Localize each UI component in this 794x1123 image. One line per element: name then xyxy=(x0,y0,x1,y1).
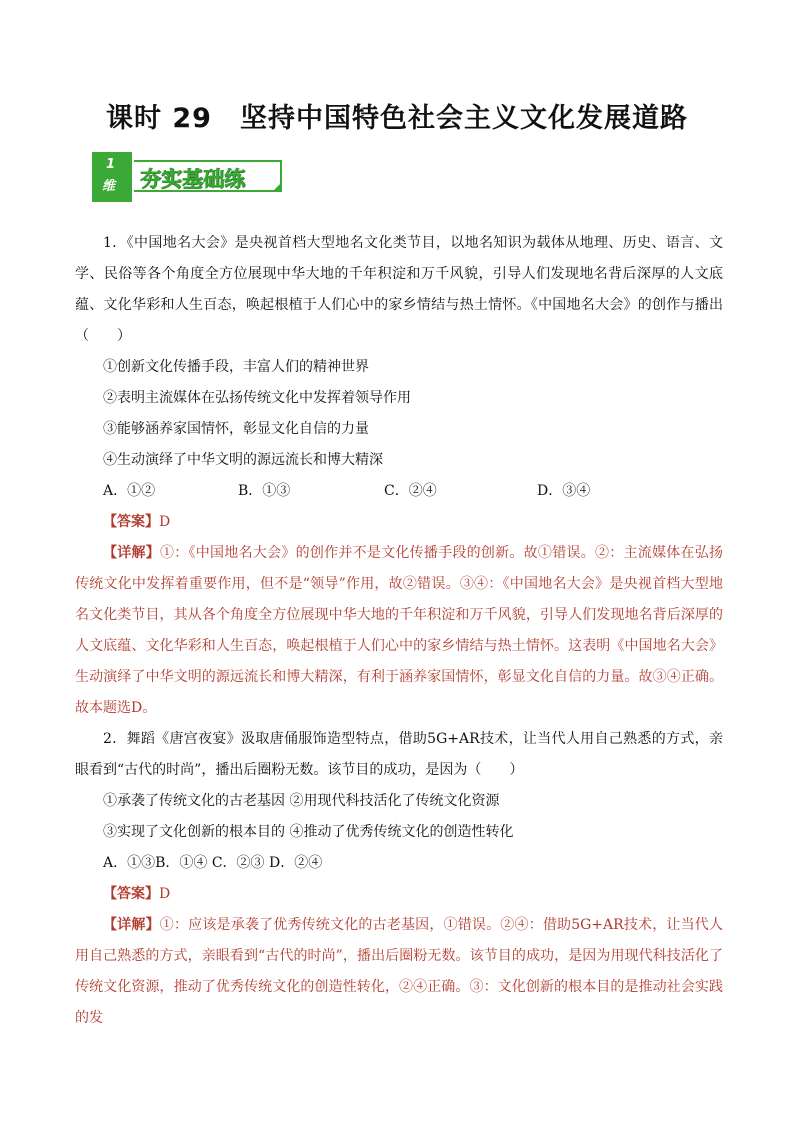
question-2-explanation xyxy=(75,910,723,1034)
banner-tag xyxy=(92,152,132,202)
explain-label: 【详解】 xyxy=(103,917,160,933)
banner-bar xyxy=(134,160,282,192)
question-2-options: A．①③B．①④ C．②③ D．②④ xyxy=(103,855,323,871)
section-banner xyxy=(92,152,292,204)
answer-label: 【答案】 xyxy=(103,886,159,902)
question-1-item: ②表明主流媒体在弘扬传统文化中发挥着领导作用 xyxy=(103,390,411,406)
answer-label: 【答案】 xyxy=(103,514,159,530)
option-b: B．①③ xyxy=(238,483,291,499)
question-1-explanation xyxy=(75,538,723,724)
option-c: C．②④ xyxy=(384,483,437,499)
question-1-item: ③能够涵养家国情怀，彰显文化自信的力量 xyxy=(103,421,369,437)
banner-tag-text: 维 xyxy=(102,179,116,194)
question-1-item: ④生动演绎了中华文明的源远流长和博大精深 xyxy=(103,452,383,468)
answer-value: D xyxy=(159,514,171,530)
banner-label: 夯实基础练 xyxy=(140,167,245,191)
question-1-options xyxy=(75,476,723,507)
question-2-item: ③实现了文化创新的根本目的 ④推动了优秀传统文化的创造性转化 xyxy=(103,824,514,840)
explain-text: ①：应该是承袭了优秀传统文化的古老基因，①错误。②④：借助5G+AR技术，让当代人用自己熟悉的方式，亲眼看到“古代的时尚”，播出后圈粉无数。该节目的成功，是因为用现代科技活化了传统文化资源，推动了优秀传统文化的创造性转化，②④正确。③：文化创新的根本目的是推动社会实践的发 xyxy=(75,917,724,1026)
question-2-stem: 2．舞蹈《唐宫夜宴》汲取唐俑服饰造型特点，借助5G+AR技术，让当代人用自己熟悉的方式，亲眼看到“古代的时尚”，播出后圈粉无数。该节目的成功，是因为（ ） xyxy=(75,731,723,778)
worksheet-content xyxy=(75,228,723,1034)
question-1-answer xyxy=(75,507,723,538)
question-2-answer xyxy=(75,879,723,910)
option-a: A．①② xyxy=(103,483,156,499)
explain-text: ①：《中国地名大会》的创作并不是文化传播手段的创新。故①错误。②：主流媒体在弘扬传统文化中发挥着重要作用，但不是“领导”作用，故②错误。③④：《中国地名大会》是央视首档大型地名文化类节目，其从各个角度全方位展现中华大地的千年积淀和万千风貌，引导人们发现地名背后深厚的人文底蕴、文化华彩和人生百态，唤起根植于人们心中的家乡情结与热土情怀。这表明《中国地名大会》生动演绎了中华文明的源远流长和博大精深，有利于涵养家国情怀，彰显文化自信的力量。故③④正确。故本题选D。 xyxy=(75,545,724,716)
option-d: D．③④ xyxy=(537,483,591,499)
explain-label: 【详解】 xyxy=(103,545,161,561)
answer-value: D xyxy=(159,886,171,902)
banner-tag-number: 1 xyxy=(106,157,116,172)
question-2-item: ①承袭了传统文化的古老基因 ②用现代科技活化了传统文化资源 xyxy=(103,793,500,809)
question-1-stem: 1．《中国地名大会》是央视首档大型地名文化类节目，以地名知识为载体从地理、历史、语言、文学、民俗等各个角度全方位展现中华大地的千年积淀和万千风貌，引导人们发现地名背后深厚的人文底蕴、文化华彩和人生百态，唤起根植于人们心中的家乡情结与热土情怀。《中国地名大会》的创作与播出（ ） xyxy=(75,235,723,344)
question-1-item: ①创新文化传播手段，丰富人们的精神世界 xyxy=(103,359,369,375)
page-title: 课时 29 坚持中国特色社会主义文化发展道路 xyxy=(106,103,688,134)
